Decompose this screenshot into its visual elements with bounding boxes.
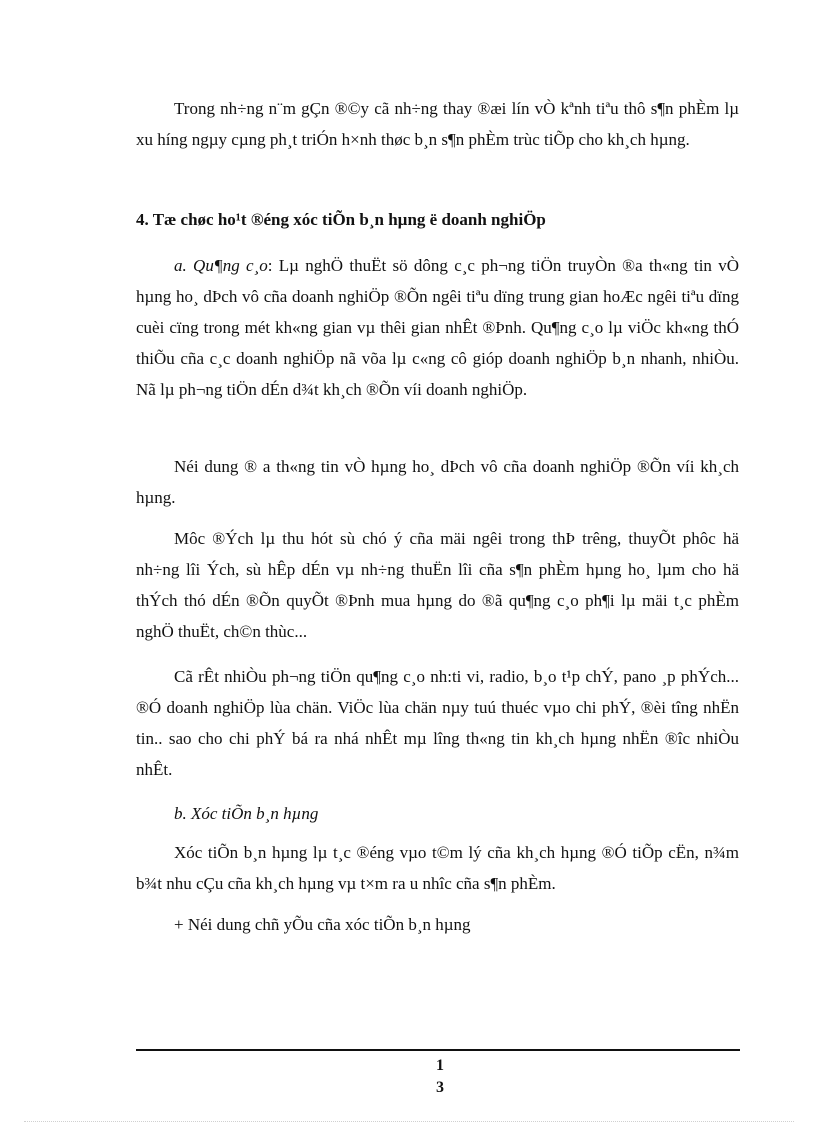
page-number-line1: 1 — [436, 1057, 444, 1074]
page-number-line2: 3 — [436, 1079, 444, 1096]
page-bottom-divider — [24, 1121, 794, 1122]
advertising-text: : Lµ nghÖ thuËt sö dông c¸c ph¬ng tiÖn truyÒn ®a th«ng tin vÒ hµng ho¸ dÞch vô cña doanh nghiÖp ®Õn ngêi tiªu dïng trung gian hoÆc ngêi tiªu dïng cuèi cïng trong mét kh«ng gian vµ thêi gian nhÊt ®Þnh. Qu¶ng c¸o lµ viÖc kh«ng thÓ thiÕu cña c¸c doanh nghiÖp nã võa lµ c«ng cô gióp doanh nghiÖp b¸n nhanh, nhiÒu. Nã lµ ph¬ng tiÖn dÉn d¾t kh¸ch ®Õn víi doanh nghiÖp. — [136, 256, 740, 399]
paragraph-purpose: Môc ®Ých lµ thu hót sù chó ý cña mäi ngêi trong thÞ trêng, thuyÕt phôc hä nh÷ng lîi Ých, sù hÊp dÉn vµ nh÷ng thuËn lîi cña s¶n phÈm hµng ho¸ lµm cho hä thÝch thó dÉn ®Õn quyÕt ®Þnh mua hµng do ®ã qu¶ng c¸o ph¶i lµ mäi t¸c phÈm nghÖ thuËt, ch©n thùc... — [136, 529, 739, 641]
paragraph-sales-promotion: Xóc tiÕn b¸n hµng lµ t¸c ®éng vµo t©m lý cña kh¸ch hµng ®Ó tiÕp cËn, n¾m b¾t nhu cÇu cña kh¸ch hµng vµ t×m ra u nhîc cña s¶n phÈm. — [136, 843, 739, 893]
footer-rule — [136, 1049, 740, 1051]
paragraph-content: Néi dung ® a th«ng tin vÒ hµng ho¸ dÞch vô cña doanh nghiÖp ®Õn víi kh¸ch hµng. — [136, 457, 739, 507]
section-heading: 4. Tæ chøc ho¹t ®éng xóc tiÕn b¸n hµng ë doanh nghiÖp — [136, 210, 546, 229]
paragraph-advertising — [136, 250, 739, 405]
subheading-sales-promotion: b. Xóc tiÕn b¸n hµng — [174, 804, 319, 823]
paragraph-intro: Trong nh÷ng n¨m gÇn ®©y cã nh÷ng thay ®æi lín vÒ kªnh tiªu thô s¶n phÈm lµ xu híng ngµy cµng ph¸t triÓn h×nh thøc b¸n s¶n phÈm trùc tiÕp cho kh¸ch hµng. — [136, 99, 739, 149]
paragraph-main-content: + Néi dung chñ yÕu cña xóc tiÕn b¸n hµng — [174, 915, 471, 934]
subheading-advertising: a. Qu¶ng c¸o — [174, 256, 268, 275]
paragraph-media: Cã rÊt nhiÒu ph¬ng tiÖn qu¶ng c¸o nh:ti vi, radio, b¸o t¹p chÝ, pano ¸p phÝch... ®Ó doanh nghiÖp lùa chän. ViÖc lùa chän nµy tuú thuéc vµo chi phÝ, ®èi tîng nhËn tin.. sao cho chi phÝ bá ra nhá nhÊt mµ lîng th«ng tin kh¸ch hµng nhËn ®îc nhiÒu nhÊt. — [136, 667, 739, 779]
